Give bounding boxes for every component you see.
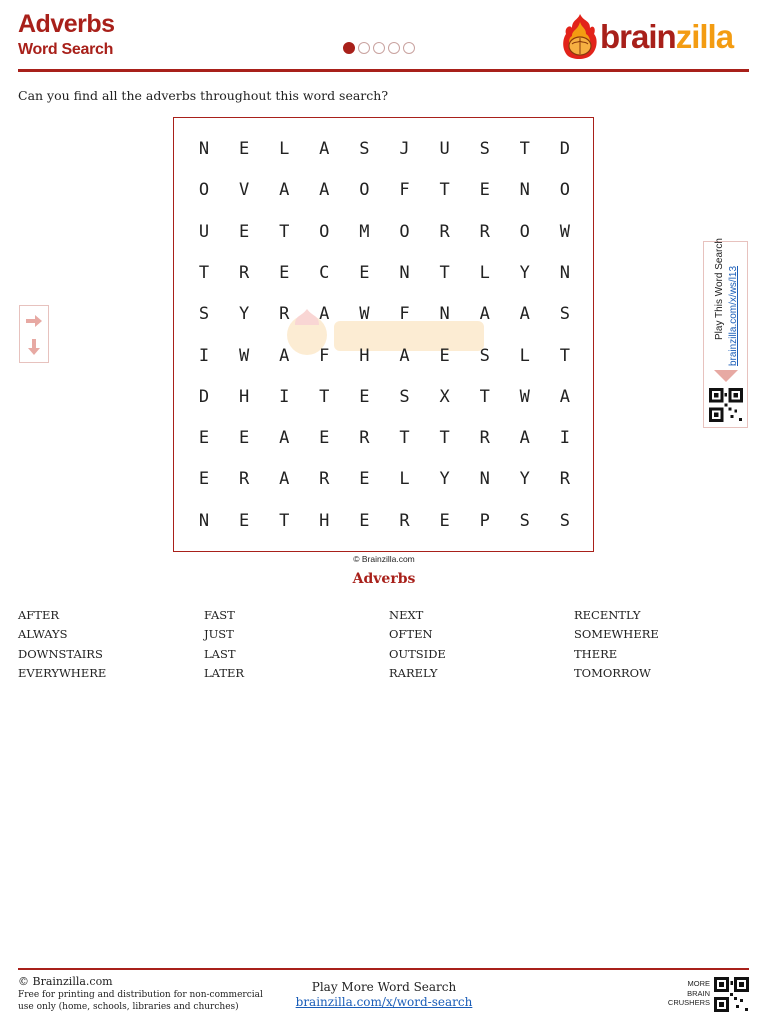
brain-flame-icon bbox=[560, 12, 600, 62]
word-item: RECENTLY bbox=[574, 608, 641, 622]
word-item: EVERYWHERE bbox=[18, 665, 107, 680]
grid-cell[interactable]: T bbox=[198, 262, 210, 283]
word-item: JUST bbox=[204, 627, 234, 642]
grid-cell[interactable]: E bbox=[238, 139, 250, 159]
grid-cell[interactable]: R bbox=[238, 262, 250, 283]
grid-cell[interactable]: R bbox=[559, 469, 571, 490]
brain-rating-icon bbox=[403, 42, 415, 54]
header-divider bbox=[18, 69, 749, 72]
grid-cell[interactable]: A bbox=[279, 428, 290, 449]
word-item: LATER bbox=[204, 665, 245, 680]
grid-cell[interactable]: E bbox=[198, 469, 210, 490]
word-list-column bbox=[18, 606, 106, 683]
play-online-panel[interactable] bbox=[703, 238, 748, 428]
grid-cell[interactable]: A bbox=[479, 304, 490, 325]
word-search-grid[interactable] bbox=[173, 117, 594, 552]
grid-cell[interactable]: Y bbox=[519, 469, 530, 490]
grid-cell[interactable]: S bbox=[519, 510, 530, 531]
footer-license-note: use only (home, schools, libraries and churches) bbox=[18, 1002, 239, 1012]
grid-cell[interactable]: S bbox=[198, 304, 210, 325]
grid-cell[interactable]: Y bbox=[238, 304, 250, 325]
grid-cell[interactable]: L bbox=[519, 345, 530, 366]
grid-cell[interactable]: E bbox=[479, 180, 490, 201]
grid-cell[interactable]: I bbox=[559, 428, 571, 449]
grid-cell[interactable]: C bbox=[319, 262, 330, 283]
grid-cell[interactable]: A bbox=[519, 428, 530, 449]
grid-cell[interactable]: E bbox=[359, 262, 370, 283]
grid-cell[interactable]: S bbox=[559, 304, 571, 325]
grid-cell[interactable]: N bbox=[399, 262, 410, 283]
grid-cell[interactable]: E bbox=[198, 428, 210, 449]
triangle-down-icon bbox=[713, 369, 739, 383]
grid-cell[interactable]: N bbox=[479, 469, 490, 490]
word-list-column bbox=[389, 606, 446, 683]
word-item: LAST bbox=[204, 646, 236, 661]
grid-cell[interactable]: H bbox=[359, 345, 370, 366]
grid-cell[interactable]: N bbox=[519, 180, 530, 201]
brain-rating-icon bbox=[388, 42, 400, 54]
play-online-link[interactable]: brainzilla.com/x/ws/l13 bbox=[728, 265, 739, 366]
arrow-right-icon bbox=[24, 313, 44, 329]
grid-cell[interactable]: E bbox=[359, 386, 370, 407]
grid-cell[interactable]: R bbox=[479, 221, 490, 242]
word-item: SOMEWHERE bbox=[574, 627, 659, 642]
grid-cell[interactable]: E bbox=[279, 262, 290, 283]
page-title: Adverbs bbox=[18, 10, 115, 38]
grid-cell[interactable]: T bbox=[399, 428, 410, 449]
grid-cell[interactable]: W bbox=[238, 345, 250, 366]
grid-cell[interactable]: T bbox=[439, 428, 450, 449]
grid-cell[interactable]: E bbox=[439, 510, 450, 531]
grid-cell[interactable]: T bbox=[559, 345, 571, 366]
word-item: ALWAYS bbox=[18, 627, 68, 642]
grid-cell[interactable]: O bbox=[319, 221, 330, 242]
grid-cell[interactable]: D bbox=[559, 139, 571, 159]
brain-rating-icon bbox=[373, 42, 385, 54]
grid-cell[interactable]: P bbox=[479, 510, 490, 531]
grid-cell[interactable]: L bbox=[479, 262, 490, 283]
grid-cell[interactable]: A bbox=[399, 345, 410, 366]
word-list-column bbox=[574, 606, 659, 683]
grid-cell[interactable]: E bbox=[359, 469, 370, 490]
grid-copyright: © Brainzilla.com bbox=[353, 554, 415, 564]
grid-cell[interactable]: H bbox=[319, 510, 330, 531]
grid-cell[interactable]: I bbox=[198, 345, 210, 366]
grid-cell[interactable]: X bbox=[439, 386, 450, 407]
grid-cell[interactable]: O bbox=[359, 180, 370, 201]
brainzilla-wordmark: brainzilla bbox=[600, 18, 734, 55]
grid-cell[interactable]: S bbox=[559, 510, 571, 531]
qr-code-icon bbox=[714, 977, 749, 1012]
grid-cell[interactable]: F bbox=[399, 304, 410, 325]
grid-cell[interactable]: R bbox=[238, 469, 250, 490]
word-item: AFTER bbox=[18, 608, 60, 622]
grid-cell[interactable]: T bbox=[279, 510, 290, 531]
grid-cell[interactable]: L bbox=[399, 469, 410, 490]
grid-cell[interactable]: M bbox=[359, 221, 370, 242]
grid-cell[interactable]: V bbox=[238, 180, 250, 201]
footer-license-note: Free for printing and distribution for non-commercial bbox=[18, 990, 263, 1000]
brainzilla-logo bbox=[560, 10, 750, 62]
footer-more-brain-crushers: MORE BRAIN CRUSHERS bbox=[667, 979, 710, 1007]
grid-cell[interactable]: U bbox=[439, 139, 450, 159]
grid-cell[interactable]: Y bbox=[439, 469, 450, 490]
difficulty-rating bbox=[343, 42, 415, 54]
grid-cell[interactable]: E bbox=[439, 345, 450, 366]
grid-cell[interactable]: T bbox=[519, 139, 530, 159]
word-item: NEXT bbox=[389, 608, 424, 622]
grid-cell[interactable]: A bbox=[279, 180, 290, 201]
word-item: FAST bbox=[204, 608, 235, 622]
grid-cell[interactable]: N bbox=[198, 510, 210, 531]
grid-cell[interactable]: S bbox=[479, 345, 490, 366]
grid-cell[interactable]: E bbox=[238, 221, 250, 242]
grid-cell[interactable]: R bbox=[479, 428, 490, 449]
brain-rating-icon bbox=[343, 42, 355, 54]
grid-cell[interactable]: N bbox=[198, 139, 210, 159]
grid-cell[interactable]: W bbox=[519, 386, 530, 407]
grid-cell[interactable]: W bbox=[559, 221, 571, 242]
grid-cell[interactable]: R bbox=[399, 510, 410, 531]
page-subtitle: Word Search bbox=[18, 41, 114, 58]
grid-cell[interactable]: O bbox=[198, 180, 210, 201]
grid-cell[interactable]: A bbox=[319, 180, 330, 201]
grid-cell[interactable]: F bbox=[399, 180, 410, 201]
grid-cell[interactable]: N bbox=[559, 262, 571, 283]
grid-cell[interactable]: H bbox=[238, 386, 250, 407]
grid-cell[interactable]: T bbox=[319, 386, 330, 407]
direction-hint bbox=[19, 305, 49, 363]
grid-cell[interactable]: S bbox=[359, 139, 370, 159]
grid-cell[interactable]: T bbox=[479, 386, 490, 407]
grid-cell[interactable]: N bbox=[439, 304, 450, 325]
grid-cell[interactable]: E bbox=[238, 428, 250, 449]
footer-copyright: © Brainzilla.com bbox=[18, 975, 113, 988]
grid-cell[interactable]: O bbox=[399, 221, 410, 242]
word-item: OUTSIDE bbox=[389, 646, 446, 661]
grid-cell[interactable]: A bbox=[279, 469, 290, 490]
grid-cell[interactable]: R bbox=[279, 304, 290, 325]
grid-cell[interactable]: A bbox=[319, 304, 330, 325]
word-item: RARELY bbox=[389, 665, 438, 680]
grid-cell[interactable]: R bbox=[359, 428, 370, 449]
footer-divider bbox=[18, 968, 749, 970]
grid-cell[interactable]: L bbox=[279, 139, 290, 159]
grid-cell[interactable]: Y bbox=[519, 262, 530, 283]
grid-cell[interactable]: A bbox=[279, 345, 290, 366]
footer-play-more-link[interactable]: brainzilla.com/x/word-search bbox=[295, 995, 473, 1009]
word-list-title: Adverbs bbox=[352, 571, 416, 587]
grid-cell[interactable]: T bbox=[439, 262, 450, 283]
brain-rating-icon bbox=[358, 42, 370, 54]
grid-cell[interactable]: J bbox=[399, 139, 410, 159]
grid-cell[interactable]: R bbox=[439, 221, 450, 242]
grid-cell[interactable]: E bbox=[319, 428, 330, 449]
grid-cell[interactable]: R bbox=[319, 469, 330, 490]
grid-cell[interactable]: O bbox=[519, 221, 530, 242]
play-online-label: Play This Word Search bbox=[714, 238, 725, 340]
word-item: OFTEN bbox=[389, 627, 433, 642]
grid-cell[interactable]: I bbox=[279, 386, 290, 407]
grid-cell[interactable]: S bbox=[399, 386, 410, 407]
instructions: Can you find all the adverbs throughout this word search? bbox=[18, 88, 389, 103]
grid-cell[interactable]: T bbox=[279, 221, 290, 242]
grid-cell[interactable]: E bbox=[359, 510, 370, 531]
grid-cell[interactable]: F bbox=[319, 345, 330, 366]
grid-cell[interactable]: E bbox=[238, 510, 250, 531]
grid-cell[interactable]: A bbox=[319, 139, 330, 159]
grid-cell[interactable]: A bbox=[559, 386, 571, 407]
grid-cell[interactable]: S bbox=[479, 139, 490, 159]
grid-cell[interactable]: W bbox=[359, 304, 370, 325]
grid-cell[interactable]: T bbox=[439, 180, 450, 201]
grid-cell[interactable]: U bbox=[198, 221, 210, 242]
arrow-down-icon bbox=[26, 337, 42, 357]
grid-cell[interactable]: A bbox=[519, 304, 530, 325]
word-list-column bbox=[204, 606, 244, 683]
word-item: DOWNSTAIRS bbox=[18, 646, 103, 661]
word-item: THERE bbox=[574, 646, 618, 661]
grid-cell[interactable]: O bbox=[559, 180, 571, 201]
qr-code-icon bbox=[709, 388, 743, 422]
grid-letters bbox=[174, 118, 593, 551]
grid-cell[interactable]: D bbox=[198, 386, 210, 407]
footer-play-more: Play More Word Search bbox=[311, 980, 457, 994]
word-item: TOMORROW bbox=[574, 665, 651, 680]
